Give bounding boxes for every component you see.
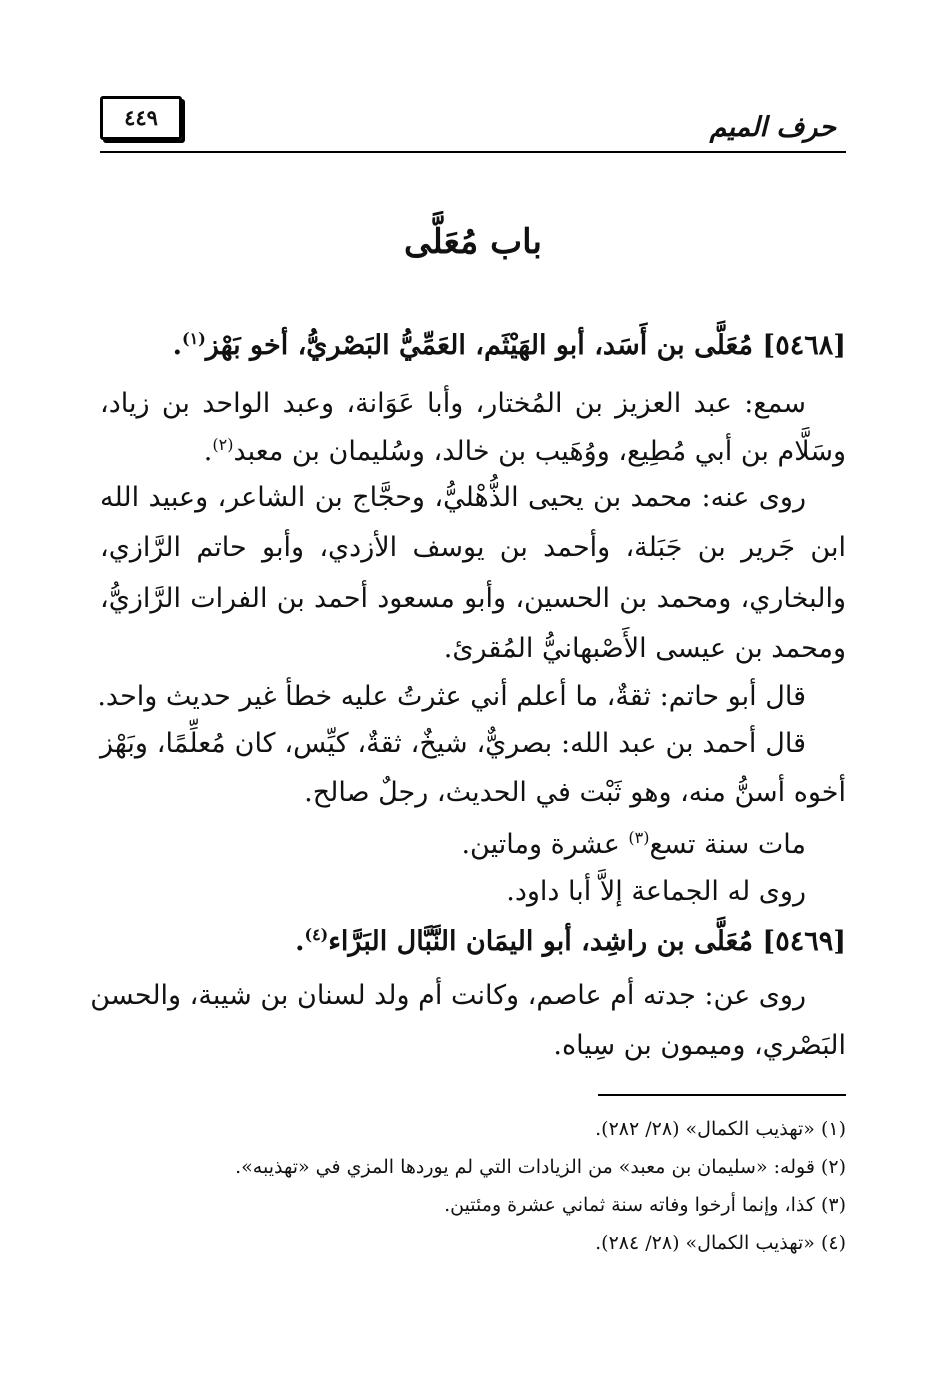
entry-heading-5469 [100, 920, 846, 964]
body-line: ومحمد بن عيسى الأَصْبهانيُّ المُقرئ. [443, 633, 846, 664]
running-header-title: حرف الميم [709, 112, 836, 143]
body-line: روى له الجماعة إلاَّ أبا داود. [506, 876, 806, 907]
footnote-divider [598, 1094, 846, 1096]
body-line: والبخاري، ومحمد بن الحسين، وأبو مسعود أحمد بن الفرات الرَّازيُّ، [100, 583, 846, 614]
body-line: روى عن: جدته أم عاصم، وكانت أم ولد لسنان بن شيبة، والحسن [90, 980, 806, 1011]
footnote-ref-4[interactable]: (٤) [304, 925, 329, 944]
footnote-ref-2[interactable]: (٢) [212, 435, 234, 454]
footnote-2: (٢) قوله: «سليمان بن معبد» من الزيادات التي لم يوردها المزي في «تهذيبه». [235, 1156, 846, 1178]
body-line-text: مات سنة تسع [649, 829, 806, 860]
body-line: قال أحمد بن عبد الله: بصريٌّ، شيخٌ، ثقةٌ، كيِّس، كان مُعلِّمًا، وبَهْز [100, 728, 806, 759]
entry-heading-end: . [295, 926, 305, 957]
body-line: قال أبو حاتم: ثقةٌ، ما أعلم أني عثرتُ عليه خطأ غير حديث واحد. [97, 681, 806, 712]
entry-heading-end: . [172, 330, 183, 361]
header-divider [100, 151, 846, 153]
body-line-end: عشرة وماتين. [461, 829, 629, 860]
entry-heading-text: [٥٤٦٩] مُعَلَّى بن راشِد، أبو اليمَان النَّبَّال البَرَّاء [328, 926, 846, 957]
footnote-ref-3[interactable]: (٣) [628, 828, 650, 847]
body-line [100, 430, 846, 474]
body-line-text: وسَلَّام بن أبي مُطِيع، ووُهَيب بن خالد، وسُليمان بن معبد [233, 436, 846, 467]
footnote-3: (٣) كذا، وإنما أرخوا وفاته سنة ثماني عشرة ومئتين. [444, 1194, 846, 1216]
body-line: سمع: عبد العزيز بن المُختار، وأبا عَوَانة، وعبد الواحد بن زياد، [100, 388, 806, 419]
body-line: البَصْري، وميمون بن سِياه. [553, 1030, 846, 1061]
body-line: ابن جَرير بن جَبَلة، وأحمد بن يوسف الأزدي، وأبو حاتم الرَّازي، [100, 532, 846, 563]
body-line: أخوه أسنُّ منه، وهو ثَبْت في الحديث، رجلٌ صالح. [304, 777, 846, 808]
entry-heading-text: [٥٤٦٨] مُعَلَّى بن أَسَد، أبو الهَيْثَم، العَمِّيُّ البَصْريُّ، أخو بَهْز [205, 330, 846, 361]
footnote-ref-1[interactable]: (١) [182, 329, 206, 348]
page-number: ٤٤٩ [100, 96, 182, 140]
chapter-title: باب مُعَلَّى [404, 222, 542, 262]
footnote-4: (٤) «تهذيب الكمال» (٢٨/ ٢٨٤). [595, 1232, 846, 1254]
body-line: روى عنه: محمد بن يحيى الذُّهْليُّ، وحجَّاج بن الشاعر، وعبيد الله [100, 482, 806, 513]
body-line [100, 823, 846, 867]
body-line-end: . [203, 436, 213, 467]
footnote-1: (١) «تهذيب الكمال» (٢٨/ ٢٨٢). [595, 1118, 846, 1140]
entry-heading-5468 [100, 324, 846, 368]
